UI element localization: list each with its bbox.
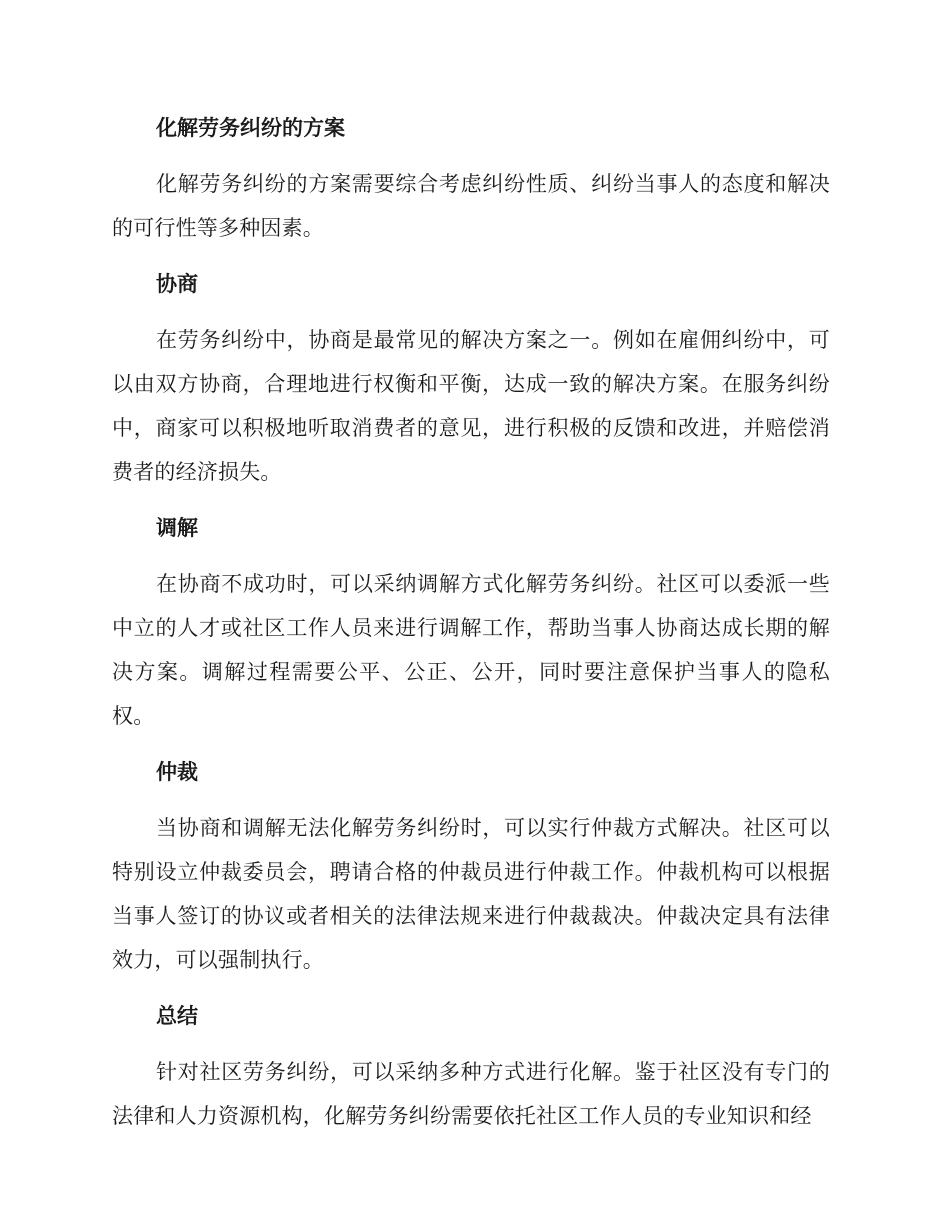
section-arbitration [112, 750, 830, 982]
section-heading: 总结 [156, 1004, 198, 1028]
section-paragraph: 针对社区劳务纠纷，可以采纳多种方式进行化解。鉴于社区没有专门的法律和人力资源机构，化解劳务纠纷需要依托社区工作人员的专业知识和经 [112, 1060, 830, 1128]
section-paragraph: 在协商不成功时，可以采纳调解方式化解劳务纠纷。社区可以委派一些中立的人才或社区工作人员来进行调解工作，帮助当事人协商达成长期的解决方案。调解过程需要公平、公正、公开，同时要注意保护当事人的隐私权。 [112, 572, 830, 728]
section-paragraph: 化解劳务纠纷的方案需要综合考虑纠纷性质、纠纷当事人的态度和解决的可行性等多种因素。 [112, 172, 830, 240]
section-plan [112, 106, 830, 250]
section-heading: 调解 [156, 516, 198, 540]
section-paragraph: 当协商和调解无法化解劳务纠纷时，可以实行仲裁方式解决。社区可以特别设立仲裁委员会，聘请合格的仲裁员进行仲裁工作。仲裁机构可以根据当事人签订的协议或者相关的法律法规来进行仲裁裁决。仲裁决定具有法律效力，可以强制执行。 [112, 816, 830, 972]
document-page [112, 106, 830, 1138]
section-negotiation [112, 262, 830, 494]
section-heading: 仲裁 [156, 760, 198, 784]
section-summary [112, 994, 830, 1138]
section-heading: 协商 [156, 272, 198, 296]
section-heading: 化解劳务纠纷的方案 [156, 116, 345, 140]
section-mediation [112, 506, 830, 738]
section-paragraph: 在劳务纠纷中，协商是最常见的解决方案之一。例如在雇佣纠纷中，可以由双方协商，合理地进行权衡和平衡，达成一致的解决方案。在服务纠纷中，商家可以积极地听取消费者的意见，进行积极的反馈和改进，并赔偿消费者的经济损失。 [112, 328, 830, 484]
